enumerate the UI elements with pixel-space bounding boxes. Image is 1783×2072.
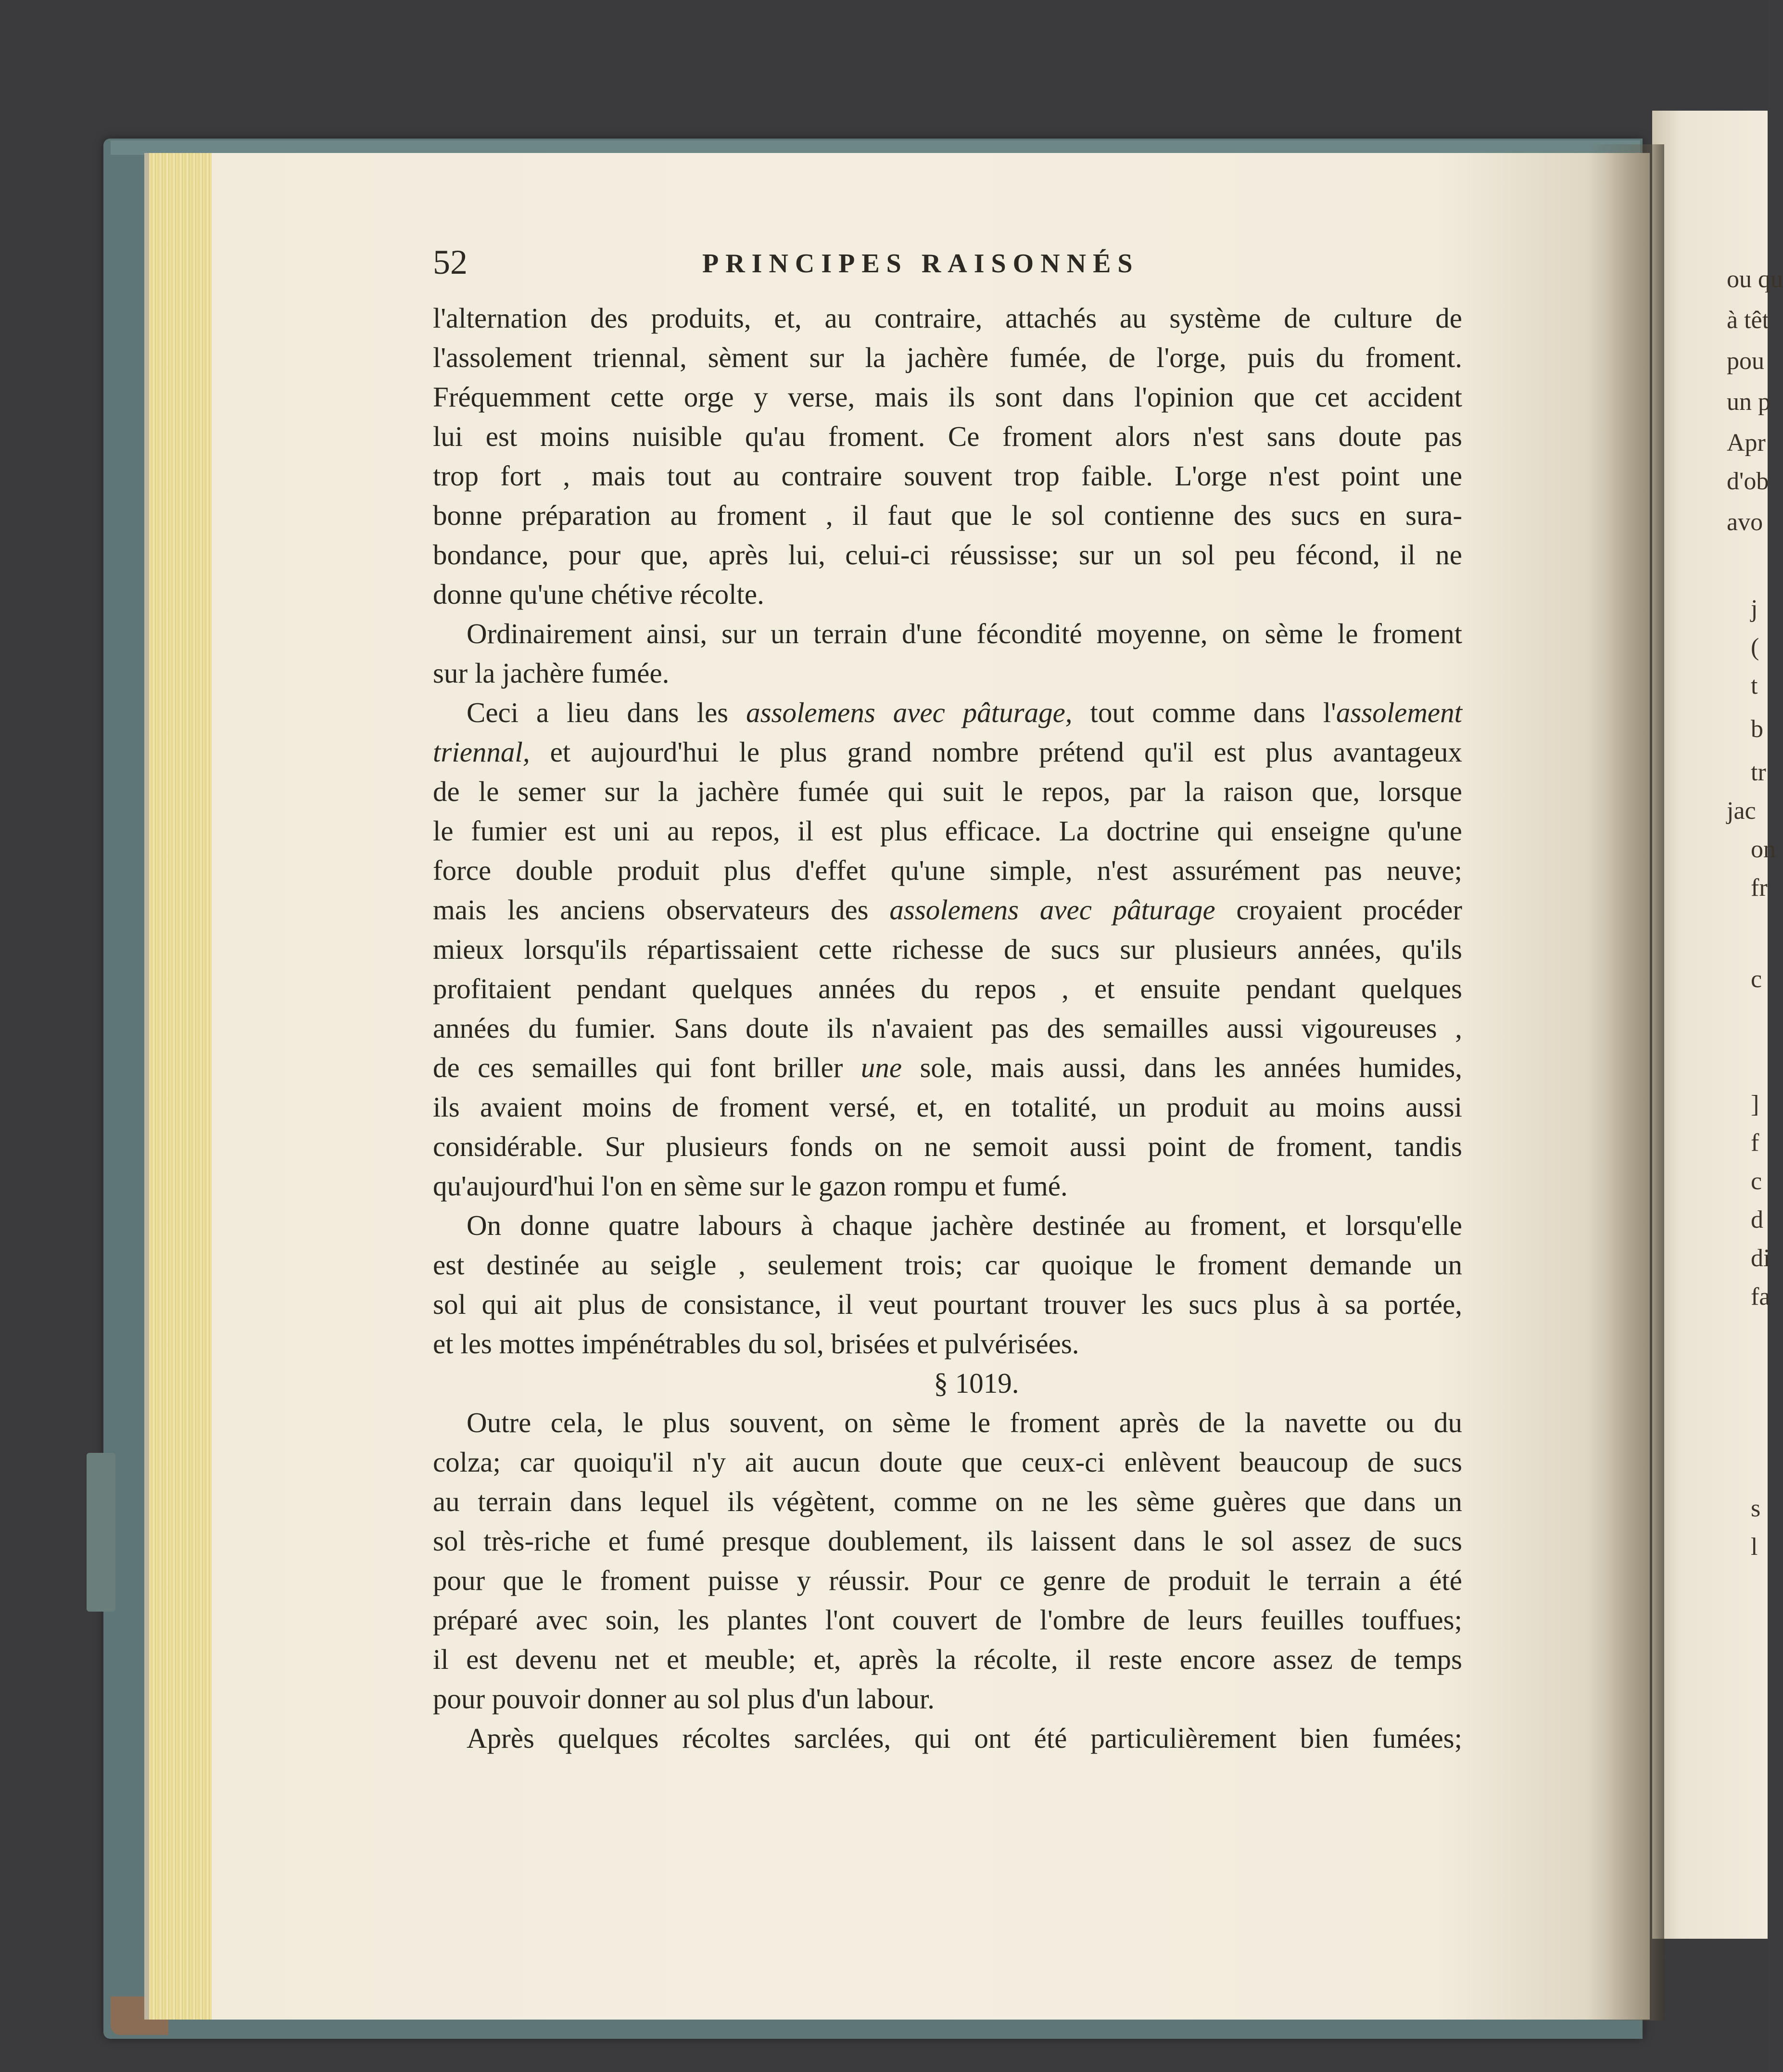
text-segment: lui est moins nuisible qu'au froment. Ce froment alors n'est sans doute pas bbox=[433, 420, 1462, 452]
facing-fragment: l bbox=[1751, 1533, 1758, 1561]
facing-fragment: f bbox=[1751, 1129, 1759, 1157]
facing-fragment: t bbox=[1751, 672, 1758, 699]
text-segment: mais les anciens observateurs des bbox=[433, 894, 890, 926]
facing-fragment: on bbox=[1751, 836, 1776, 863]
facing-fragment: s bbox=[1751, 1495, 1761, 1522]
text-segment: de ces semailles qui font briller bbox=[433, 1052, 861, 1083]
facing-fragment: ou qu bbox=[1727, 266, 1783, 293]
text-segment: tout comme dans l' bbox=[1072, 697, 1336, 728]
facing-fragment: c bbox=[1751, 1168, 1762, 1195]
text-segment: sole, mais aussi, dans les années humides, bbox=[902, 1052, 1462, 1083]
text-segment: donne qu'une chétive récolte. bbox=[433, 578, 764, 610]
facing-fragment: tr bbox=[1751, 759, 1766, 786]
facing-fragment: d bbox=[1751, 1206, 1763, 1233]
gilded-page-edges bbox=[149, 153, 212, 2020]
text-segment: il est devenu net et meuble; et, après la récolte, il reste encore assez de temps bbox=[433, 1643, 1462, 1675]
text-segment: est destinée au seigle , seulement trois; car quoique le froment demande un bbox=[433, 1249, 1462, 1281]
text-line bbox=[433, 377, 1462, 417]
text-line bbox=[433, 1521, 1462, 1561]
text-segment: bonne préparation au froment , il faut que le sol contienne des sucs en sura- bbox=[433, 499, 1462, 531]
text-line bbox=[433, 1442, 1462, 1482]
text-segment: force double produit plus d'effet qu'une simple, n'est assurément pas neuve; bbox=[433, 854, 1462, 886]
italic-term: une bbox=[860, 1052, 902, 1083]
facing-fragment: fr bbox=[1751, 874, 1768, 902]
text-segment: l'alternation des produits, et, au contraire, attachés au système de culture de bbox=[433, 302, 1462, 334]
facing-fragment: j bbox=[1751, 595, 1758, 623]
text-segment: croyaient procéder bbox=[1215, 894, 1462, 926]
italic-term: assolement bbox=[1336, 697, 1462, 728]
text-line bbox=[433, 1127, 1462, 1166]
text-line bbox=[433, 1206, 1462, 1245]
text-line bbox=[433, 417, 1462, 456]
italic-term: triennal, bbox=[433, 736, 530, 768]
facing-fragment: ( bbox=[1751, 634, 1759, 661]
facing-fragment: Apr bbox=[1727, 429, 1766, 457]
text-segment: bondance, pour que, après lui, celui-ci réussisse; sur un sol peu fécond, il ne bbox=[433, 539, 1462, 571]
text-segment: l'assolement triennal, sèment sur la jachère fumée, de l'orge, puis du froment. bbox=[433, 342, 1462, 373]
text-line bbox=[433, 890, 1462, 929]
text-line bbox=[433, 456, 1462, 496]
text-line bbox=[433, 1324, 1462, 1363]
text-segment: préparé avec soin, les plantes l'ont couvert de l'ombre de leurs feuilles touffues; bbox=[433, 1604, 1462, 1636]
text-line bbox=[433, 772, 1462, 811]
facing-page bbox=[1652, 111, 1768, 1939]
page-number: 52 bbox=[433, 243, 468, 281]
facing-fragment: à têt bbox=[1727, 306, 1770, 334]
text-segment: colza; car quoiqu'il n'y ait aucun doute que ceux-ci enlèvent beaucoup de sucs bbox=[433, 1446, 1462, 1478]
text-segment: trop fort , mais tout au contraire souvent trop faible. L'orge n'est point une bbox=[433, 460, 1462, 492]
facing-fragment: di bbox=[1751, 1245, 1770, 1272]
facing-fragment: d'ob bbox=[1727, 468, 1769, 495]
text-line bbox=[433, 969, 1462, 1008]
text-line bbox=[433, 1087, 1462, 1127]
facing-fragment: b bbox=[1751, 715, 1763, 743]
text-segment: au terrain dans lequel ils végètent, comme on ne les sème guères que dans un bbox=[433, 1486, 1462, 1517]
text-line bbox=[433, 693, 1462, 732]
text-line bbox=[433, 929, 1462, 969]
text-segment: Ceci a lieu dans les bbox=[467, 697, 746, 728]
section-number: § 1019. bbox=[934, 1367, 1019, 1399]
text-segment: pour que le froment puisse y réussir. Pour ce genre de produit le terrain a été bbox=[433, 1564, 1462, 1596]
text-line bbox=[433, 732, 1462, 772]
body-text bbox=[433, 298, 1462, 1758]
text-segment: On donne quatre labours à chaque jachère destinée au froment, et lorsqu'elle bbox=[467, 1209, 1462, 1241]
text-segment: et les mottes impénétrables du sol, brisées et pulvérisées. bbox=[433, 1328, 1079, 1360]
text-segment: mieux lorsqu'ils répartissaient cette richesse de sucs sur plusieurs années, qu'ils bbox=[433, 933, 1462, 965]
text-line bbox=[433, 614, 1462, 653]
text-line bbox=[433, 1482, 1462, 1521]
text-line bbox=[433, 811, 1462, 851]
text-line bbox=[433, 298, 1462, 338]
page-header bbox=[433, 243, 1462, 281]
spine-tab bbox=[87, 1453, 115, 1612]
text-line bbox=[433, 1718, 1462, 1758]
text-line bbox=[433, 1640, 1462, 1679]
text-segment: Après quelques récoltes sarclées, qui ont été particulièrement bien fumées; bbox=[467, 1722, 1462, 1754]
text-segment: le fumier est uni au repos, il est plus efficace. La doctrine qui enseigne qu'une bbox=[433, 815, 1462, 847]
facing-fragment: jac bbox=[1727, 797, 1756, 825]
facing-fragment: avo bbox=[1727, 508, 1763, 536]
text-line bbox=[433, 653, 1462, 693]
text-line bbox=[433, 1679, 1462, 1718]
text-segment: et aujourd'hui le plus grand nombre prétend qu'il est plus avantageux bbox=[530, 736, 1462, 768]
text-line bbox=[433, 574, 1462, 614]
text-line bbox=[433, 1166, 1462, 1206]
facing-fragment: c bbox=[1751, 966, 1762, 993]
facing-fragment: un p bbox=[1727, 388, 1770, 416]
text-segment: Fréquemment cette orge y verse, mais ils sont dans l'opinion que cet accident bbox=[433, 381, 1462, 413]
italic-term: assolemens avec pâturage, bbox=[746, 697, 1073, 728]
text-segment: profitaient pendant quelques années du repos , et ensuite pendant quelques bbox=[433, 973, 1462, 1004]
text-line bbox=[433, 1284, 1462, 1324]
text-segment: sur la jachère fumée. bbox=[433, 657, 670, 689]
text-segment: ils avaient moins de froment versé, et, en totalité, un produit au moins aussi bbox=[433, 1091, 1462, 1123]
text-segment: sol qui ait plus de consistance, il veut pourtant trouver les sucs plus à sa portée, bbox=[433, 1288, 1462, 1320]
text-line bbox=[433, 1048, 1462, 1087]
italic-term: assolemens avec pâturage bbox=[889, 894, 1215, 926]
text-line bbox=[433, 1403, 1462, 1442]
text-line bbox=[433, 851, 1462, 890]
gutter-shadow bbox=[1587, 144, 1664, 2021]
text-segment: pour pouvoir donner au sol plus d'un labour. bbox=[433, 1683, 935, 1715]
text-line bbox=[433, 338, 1462, 377]
text-segment: considérable. Sur plusieurs fonds on ne semoit aussi point de froment, tandis bbox=[433, 1131, 1462, 1162]
text-line bbox=[433, 496, 1462, 535]
text-segment: qu'aujourd'hui l'on en sème sur le gazon rompu et fumé. bbox=[433, 1170, 1068, 1202]
text-segment: sol très-riche et fumé presque doublement, ils laissent dans le sol assez de sucs bbox=[433, 1525, 1462, 1557]
text-line bbox=[433, 1600, 1462, 1640]
facing-fragment: pou bbox=[1727, 347, 1764, 375]
text-segment: de le semer sur la jachère fumée qui suit le repos, par la raison que, lorsque bbox=[433, 775, 1462, 807]
facing-fragment: fa bbox=[1751, 1283, 1770, 1310]
text-segment: Outre cela, le plus souvent, on sème le froment après de la navette ou du bbox=[467, 1407, 1462, 1438]
text-line bbox=[433, 1008, 1462, 1048]
running-title: PRINCIPES RAISONNÉS bbox=[702, 249, 1139, 279]
text-line bbox=[433, 1561, 1462, 1600]
text-segment: années du fumier. Sans doute ils n'avaient pas des semailles aussi vigoureuses , bbox=[433, 1012, 1462, 1044]
text-line bbox=[433, 535, 1462, 574]
facing-fragment: ] bbox=[1751, 1091, 1759, 1118]
text-line bbox=[433, 1245, 1462, 1284]
text-segment: Ordinairement ainsi, sur un terrain d'une fécondité moyenne, on sème le froment bbox=[467, 618, 1462, 649]
